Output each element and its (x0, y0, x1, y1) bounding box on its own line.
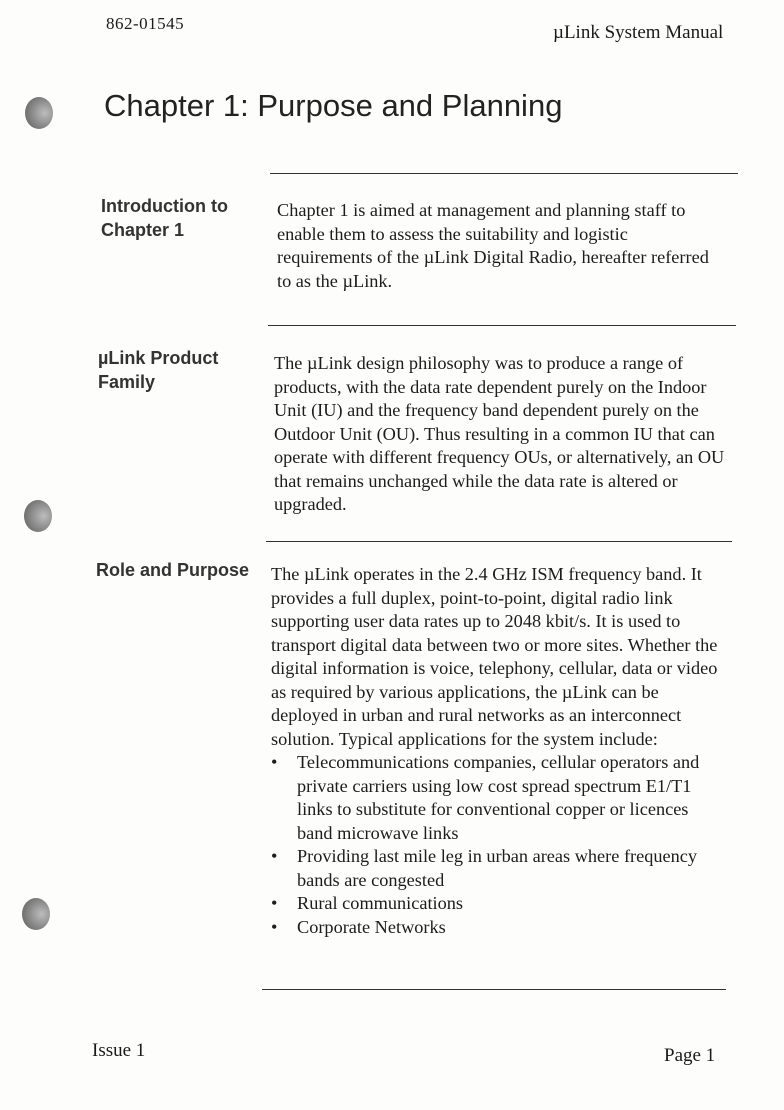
section-heading-product-family: µLink Product Family (98, 348, 219, 392)
section-body-role-purpose: The µLink operates in the 2.4 GHz ISM frequency band. It provides a full duplex, point-to-point, digital radio link supporting user data rates up to 2048 kbit/s. It is used to transport digital data between two or more sites. Whether the digital information is voice, telephony, cellular, data or video as required by various applications, the µLink can be deployed in urban and rural networks as an interconnect solution. Typical applications for the system include: (271, 564, 718, 749)
binder-hole-bottom (22, 898, 50, 930)
section-divider (268, 325, 736, 326)
section-body-introduction: Chapter 1 is aimed at management and planning staff to enable them to assess the suitability and logistic requirements of the µLink Digital Radio, hereafter referred to as the µLink. (277, 200, 709, 291)
section-divider (270, 173, 738, 174)
issue-label: Issue 1 (92, 1040, 146, 1061)
section-heading-introduction: Introduction to Chapter 1 (101, 196, 228, 240)
list-item: • Rural communications (271, 892, 727, 916)
section-divider (262, 989, 726, 990)
binder-hole-top (25, 97, 53, 129)
document-number: 862-01545 (106, 14, 185, 33)
list-item: • Corporate Networks (271, 916, 727, 940)
list-item: • Providing last mile leg in urban areas where frequency bands are congested (271, 845, 727, 892)
section-body-product-family: The µLink design philosophy was to produce a range of products, with the data rate dependent purely on the Indoor Unit (IU) and the frequency band dependent purely on the Outdoor Unit (OU). Thus resulting in a common IU that can operate with different frequency OUs, or alternatively, an OU that remains unchanged while the data rate is altered or upgraded. (274, 353, 725, 514)
section-divider (266, 541, 732, 542)
section-role-purpose-content (271, 563, 727, 939)
chapter-title: Chapter 1: Purpose and Planning (104, 88, 563, 123)
manual-title: µLink System Manual (553, 22, 724, 43)
applications-list (271, 751, 727, 939)
binder-hole-middle (24, 500, 52, 532)
page-number: Page 1 (664, 1045, 716, 1066)
list-item: • Telecommunications companies, cellular operators and private carriers using low cost spread spectrum E1/T1 links to substitute for conventional copper or licences band microwave links (271, 751, 727, 845)
section-heading-role-purpose: Role and Purpose (96, 560, 250, 580)
